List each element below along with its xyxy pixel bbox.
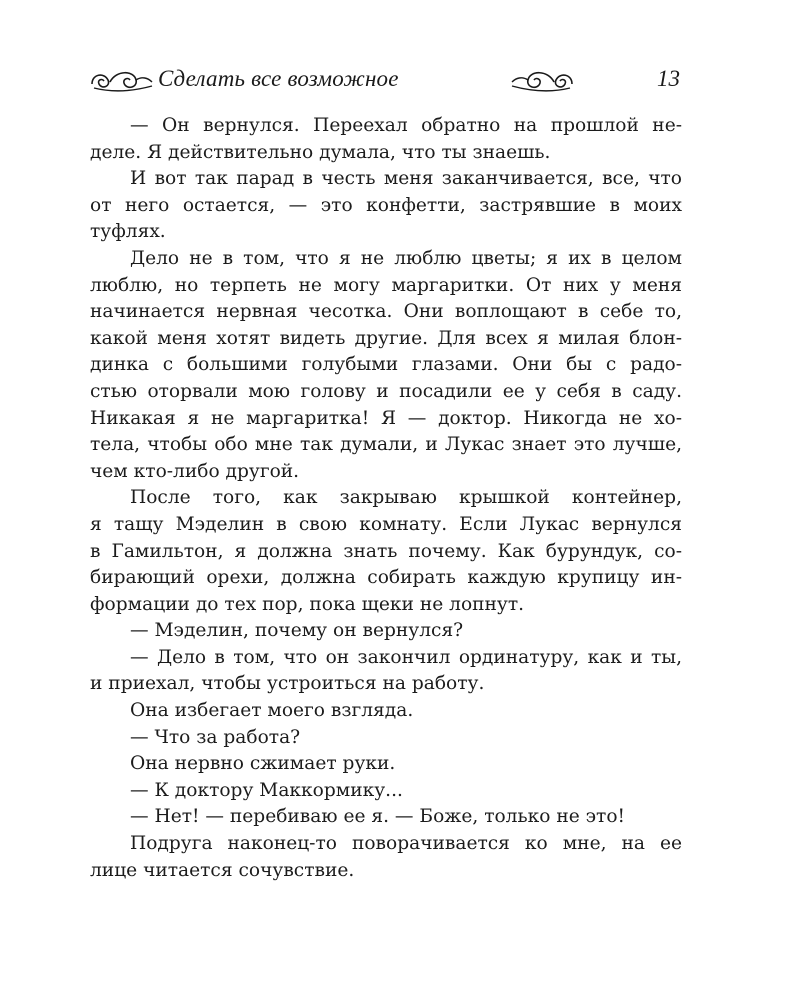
text-line: в Гамильтон, я должна знать почему. Как бурундук, со- — [90, 540, 682, 562]
text-line: Дело не в том, что я не люблю цветы; я их в целом — [130, 247, 682, 269]
text-line: деле. Я действительно думала, что ты знаешь. — [90, 141, 551, 163]
running-title: Сделать все возможное — [158, 66, 399, 91]
scroll-flourish-icon — [510, 68, 574, 94]
text-line: Она нервно сжимает руки. — [130, 753, 396, 775]
text-line: — Что за работа? — [130, 726, 301, 748]
text-line: стью оторвали мою голову и посадили ее у себя в саду. — [90, 380, 682, 402]
text-line: И вот так парад в честь меня заканчивается, все, что — [130, 168, 682, 190]
text-line: и приехал, чтобы устроиться на работу. — [90, 673, 485, 695]
text-line: туфлях. — [90, 221, 166, 243]
text-line: формации до тех пор, пока щеки не лопнут. — [90, 593, 525, 615]
text-line: — Мэделин, почему он вернулся? — [130, 620, 464, 642]
text-line: Никакая я не маргаритка! Я — доктор. Никогда не хо- — [90, 407, 682, 429]
page-header — [90, 64, 682, 98]
text-line: чем кто-либо другой. — [90, 460, 300, 482]
text-line: бирающий орехи, должна собирать каждую крупицу ин- — [90, 567, 682, 589]
text-line: — Он вернулся. Переехал обратно на прошлой не- — [130, 115, 682, 136]
text-line: — К доктору Маккормику... — [130, 779, 403, 801]
text-line: Подруга наконец-то поворачивается ко мне, на ее — [130, 833, 682, 855]
scroll-flourish-icon — [90, 68, 154, 94]
text-line: я тащу Мэделин в свою комнату. Если Лукас вернулся — [90, 513, 682, 535]
text-line: тела, чтобы обо мне так думали, и Лукас знает это лучше, — [90, 434, 682, 456]
page-number: 13 — [657, 66, 680, 91]
text-line: люблю, но терпеть не могу маргаритки. От них у меня — [90, 274, 682, 296]
text-line: динка с большими голубыми глазами. Они бы с радо- — [90, 354, 682, 376]
text-line: начинается нервная чесотка. Они воплощают в себе то, — [90, 301, 682, 323]
text-line: — Нет! — перебиваю ее я. — Боже, только не это! — [130, 806, 626, 828]
text-line: какой меня хотят видеть другие. Для всех я милая блон- — [90, 327, 682, 349]
text-line: — Дело в том, что он закончил ординатуру, как и ты, — [130, 646, 682, 668]
text-line: После того, как закрываю крышкой контейнер, — [130, 487, 682, 509]
text-line: Она избегает моего взгляда. — [130, 700, 414, 722]
body-text — [90, 113, 682, 884]
text-line: лице читается сочувствие. — [90, 859, 355, 881]
text-line: от него остается, — это конфетти, застрявшие в моих — [90, 194, 682, 216]
